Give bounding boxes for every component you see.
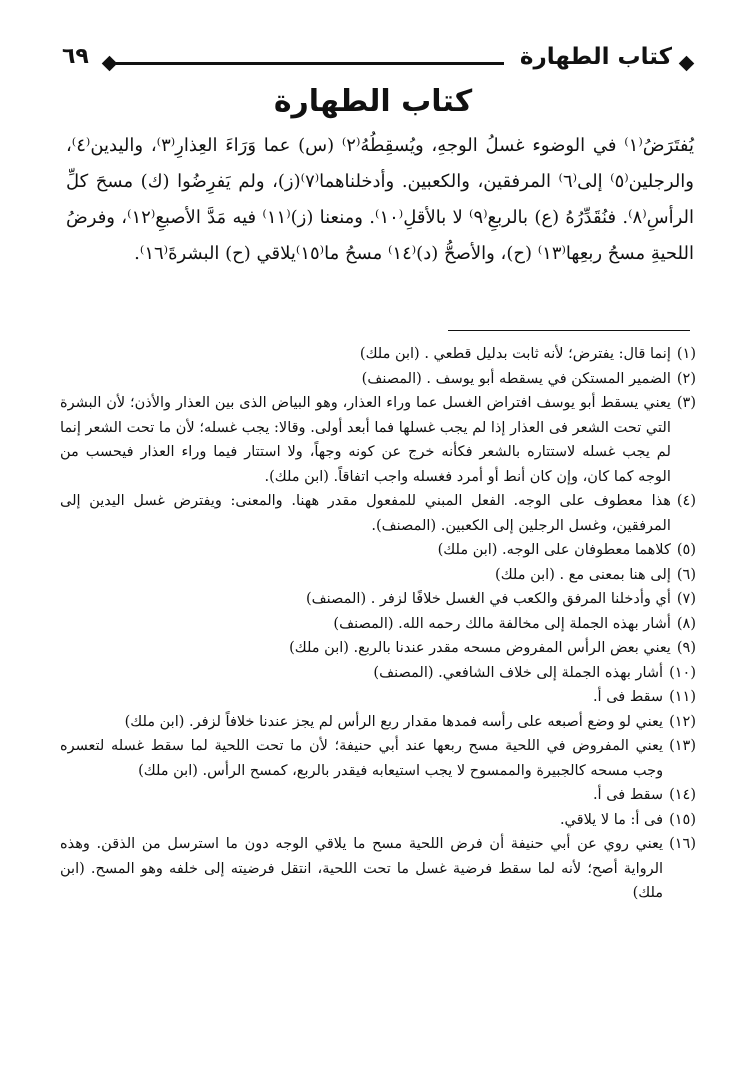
footnote-number: (١١) — [669, 689, 696, 705]
main-text-line: الرأسِ⁽٨⁾. فنُقَدِّرُهُ (ع) بالربعِ⁽٩⁾ لا بالأقلِ⁽١٠⁾. ومنعنا (ز)⁽١١⁾ فيه مَدَّ الأصبعِ⁽١٢⁾، وفرضُ — [66, 207, 695, 228]
footnote-text: أشار بهذه الجملة إلى مخالفة مالك رحمه الله. (المصنف) — [333, 615, 671, 632]
footnote-text: أشار بهذه الجملة إلى خلاف الشافعي. (المصنف) — [373, 664, 664, 681]
main-text-line: والرجلين⁽٥⁾ إلى⁽٦⁾ المرفقين، والكعبين. وأدخلناهما⁽٧⁾(ز)، ولم يَفرِضُوا (ك) مسحَ كلِّ — [66, 171, 694, 192]
footnotes — [60, 342, 696, 906]
footnote — [60, 636, 696, 661]
footnote-text: كلاهما معطوفان على الوجه. (ابن ملك) — [437, 542, 671, 558]
footnote-text: يعني بعض الرأس المفروض مسحه مقدر عندنا بالربع. (ابن ملك) — [289, 640, 671, 656]
footnote — [60, 710, 696, 735]
footnote-text: أي وأدخلنا المرفق والكعب في الغسل خلافًا لزفر . (المصنف) — [306, 591, 671, 607]
footnote-number: (١٥) — [669, 811, 696, 828]
footnote — [60, 612, 696, 637]
footnote — [60, 685, 696, 710]
footnote — [60, 563, 696, 588]
footnote-text: إلى هنا بمعنى مع . (ابن ملك) — [495, 566, 671, 583]
footnote-text: يعني يسقط أبو يوسف افتراض الغسل عما وراء العذار، وهو البياض الذى بين العذار والأذن؛ لأن البشرة التي تحت الشعر فى العذار إذا لم يجب غسلها فما أبعد أولى. وقالا: يجب غسله؛ لأن ما تحت الشعر إنما لم يجب غسله لاستتاره بالشعر فكأنه خرج عن كونه وجهاً، ولا استتار فيما وراء العذار فيحسب من الوجه كما كان، وإن كان أنط أو أمرد فغسله واجب اتفاقاً. (ابن ملك). — [60, 395, 671, 485]
header-rule — [116, 62, 504, 65]
footnote — [60, 489, 696, 538]
footnote — [60, 661, 696, 686]
chapter-title: كتاب الطهارة — [273, 84, 473, 119]
diamond-ornament-icon — [679, 56, 695, 72]
footnote-text: هذا معطوف على الوجه. الفعل المبني للمفعول مقدر ههنا. والمعنى: ويفترض غسل اليدين إلى المرفقين، وغسل الرجلين إلى الكعبين. (المصنف). — [60, 493, 671, 534]
footnote — [60, 391, 696, 489]
footnote-text: فى أ: ما لا يلاقي. — [559, 811, 664, 828]
footnote — [60, 538, 696, 563]
footnote — [60, 783, 696, 808]
footnote-number: (٧) — [676, 591, 696, 607]
running-header — [62, 44, 694, 78]
footnote-number: (١٣) — [669, 738, 696, 754]
main-text-line: يُفتَرَضُ⁽١⁾ في الوضوء غسلُ الوجهِ، ويُسقِطُهُ⁽٢⁾ (س) عما وَرَاءَ العِذارِ⁽٣⁾، واليدين⁽٤⁾، — [66, 135, 694, 156]
footnote-number: (٥) — [676, 542, 696, 558]
footnote-text: يعني لو وضع أصبعه على رأسه فمدها مقدار ربع الرأس لم يجز عندنا خلافاً لزفر. (ابن ملك) — [124, 713, 664, 730]
footnote-number: (١٢) — [669, 713, 696, 730]
diamond-ornament-icon — [102, 56, 118, 72]
footnote-number: (١٦) — [669, 836, 696, 852]
footnote-number: (١) — [676, 346, 696, 362]
footnote-number: (٤) — [676, 493, 696, 509]
footnote-number: (٢) — [676, 370, 696, 387]
footnote-text: إنما قال: يفترض؛ لأنه ثابت بدليل قطعي . (ابن ملك) — [359, 346, 671, 362]
footnote-number: (٦) — [676, 566, 696, 583]
footnote-number: (٣) — [676, 395, 696, 411]
footnote — [60, 367, 696, 392]
footnote-text: يعني روي عن أبي حنيفة أن فرض اللحية مسح ما يلاقي الوجه دون ما استرسل من الذقن. وهذه الرواية أصح؛ لأنه لما سقط فرضية غسل ما تحت اللحية، انتقل فرضيته إلى خلفه وهو المسح. (ابن ملك) — [60, 836, 664, 901]
footnote — [60, 587, 696, 612]
footnote-number: (٩) — [676, 640, 696, 656]
footnote-text: الضمير المستكن في يسقطه أبو يوسف . (المصنف) — [361, 370, 671, 387]
footnote-number: (١٤) — [669, 787, 696, 803]
main-text-line: اللحيةِ مسحُ ربعِها⁽١٣⁾ (ح)، والأصحُّ (د)⁽١٤⁾ مسحُ ما⁽١٥⁾يلاقي (ح) البشرةَ⁽١٦⁾. — [134, 243, 694, 264]
running-title: كتاب الطهارة — [519, 44, 672, 70]
footnote-text: سقط فى أ. — [592, 787, 664, 803]
footnote-text: سقط فى أ. — [592, 689, 664, 705]
footnote — [60, 808, 696, 833]
footnote-divider — [448, 330, 690, 331]
footnote-text: يعني المفروض في اللحية مسح ربعها عند أبي حنيفة؛ لأن ما تحت اللحية لما سقط غسله لتعسره وجب مسحه كالجبيرة والممسوح لا يجب استيعابه فيقدر بالربع، كمسح الرأس. (ابن ملك) — [60, 738, 664, 779]
main-text — [66, 128, 694, 272]
footnote-number: (٨) — [676, 615, 696, 632]
footnote — [60, 734, 696, 783]
page-number: ٦٩ — [62, 44, 89, 69]
footnote — [60, 832, 696, 906]
footnote — [60, 342, 696, 367]
footnote-number: (١٠) — [669, 664, 696, 681]
